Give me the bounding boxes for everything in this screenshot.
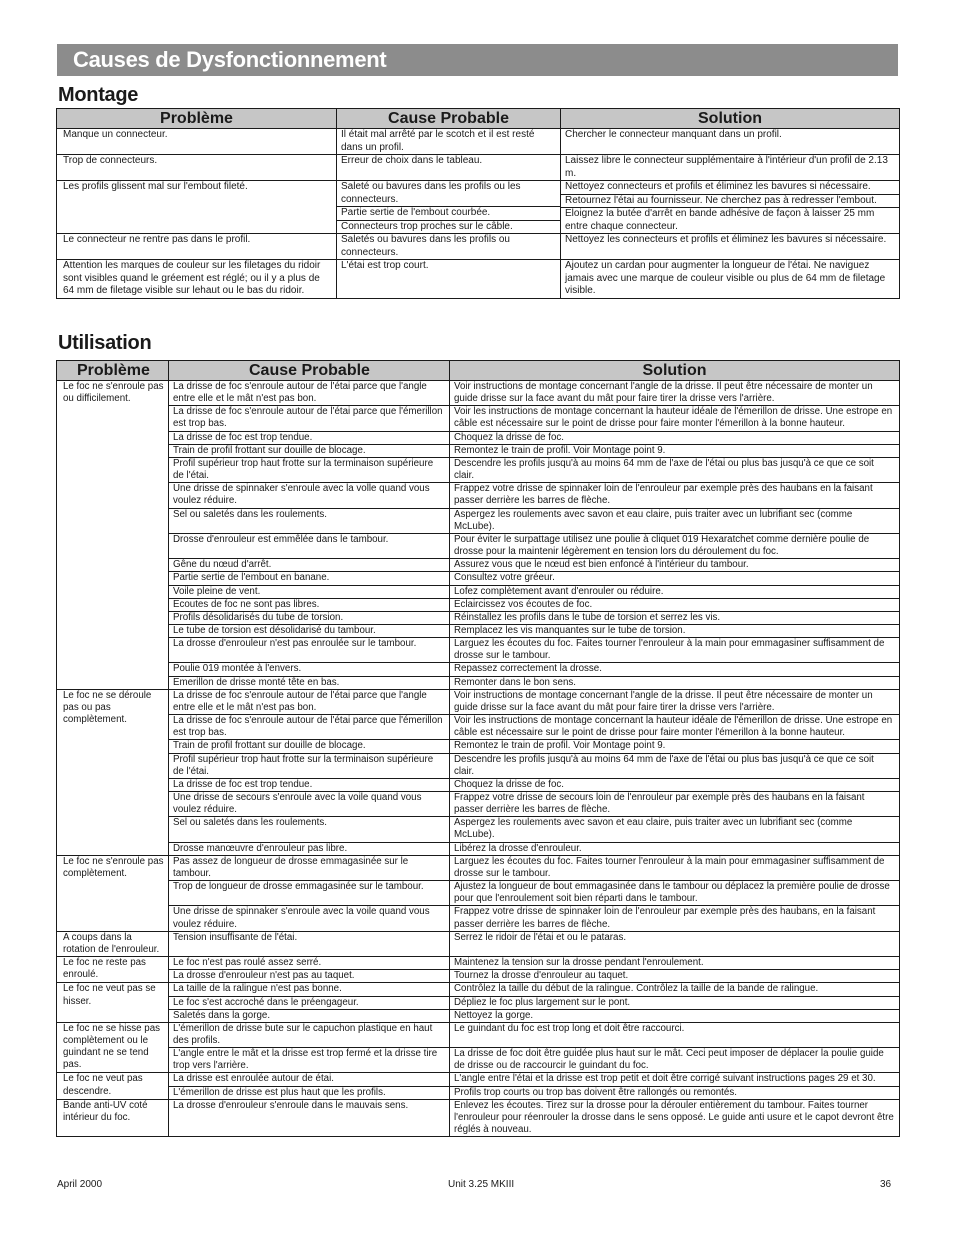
utilisation-row xyxy=(57,598,900,611)
utilisation-solution: Enlevez les écoutes. Tirez sur la drosse pour la dérouler entièrement du tambour. Faites tourner l'enrouleur pour réenrouler la drosse dans le sens opposé. Le guide anti usure et le capot devront être réglés à nouveau. xyxy=(450,1099,900,1136)
utilisation-cause: Profils désolidarisés du tube de torsion. xyxy=(169,611,450,624)
utilisation-cause: La drisse de foc est trop tendue. xyxy=(169,431,450,444)
montage-solutions xyxy=(561,234,900,260)
utilisation-cause: Sel ou saletés dans les roulements. xyxy=(169,508,450,533)
montage-solution: Nettoyez connecteurs et profils et éliminez les bavures si nécessaire. xyxy=(565,181,871,192)
utilisation-row xyxy=(57,533,900,558)
utilisation-row xyxy=(57,406,900,431)
utilisation-cause: Partie sertie de l'embout en banane. xyxy=(169,572,450,585)
page-title: Causes de Dysfonctionnement xyxy=(73,47,387,72)
utilisation-row xyxy=(57,508,900,533)
utilisation-row xyxy=(57,559,900,572)
utilisation-cause: La drosse d'enrouleur s'enroule dans le mauvais sens. xyxy=(169,1099,450,1136)
utilisation-solution: Voir instructions de montage concernant l'angle de la drisse. Il peut être nécessaire de monter un guide drisse sur la face avant du mât pour faire tirer la drisse vers l'arrière. xyxy=(450,381,900,406)
montage-solutions xyxy=(561,181,900,234)
montage-row xyxy=(57,234,900,260)
utilisation-solution: Remontez le train de profil. Voir Montage point 9. xyxy=(450,740,900,753)
utilisation-row xyxy=(57,970,900,983)
utilisation-cause: Gêne du nœud d'arrêt. xyxy=(169,559,450,572)
utilisation-cause: Trop de longueur de drosse emmagasinée sur le tambour. xyxy=(169,881,450,906)
montage-causes xyxy=(337,234,561,260)
montage-causes xyxy=(337,181,561,234)
utilisation-header-cause: Cause Probable xyxy=(169,361,450,381)
utilisation-row xyxy=(57,881,900,906)
utilisation-cause: Train de profil frottant sur douille de blocage. xyxy=(169,740,450,753)
utilisation-solution: Frappez votre drisse de spinnaker loin de l'enrouleur par exemple près des haubans en la faisant passer derrière les barres de flèche. xyxy=(450,483,900,508)
utilisation-cause: Saletés dans la gorge. xyxy=(169,1009,450,1022)
utilisation-cause: Train de profil frottant sur douille de blocage. xyxy=(169,444,450,457)
utilisation-solution: La drisse de foc doit être guidée plus haut sur le mât. Ceci peut imposer de déplacer la poulie guide de drisse ou de raccourcir le guindant du foc. xyxy=(450,1048,900,1073)
utilisation-solution: Maintenez la tension sur la drosse pendant l'enroulement. xyxy=(450,957,900,970)
montage-solution: Eloignez la butée d'arrêt en bande adhésive de façon à laisser 25 mm entre chaque connecteur. xyxy=(561,207,899,233)
utilisation-row xyxy=(57,1073,900,1086)
utilisation-solution: Nettoyez la gorge. xyxy=(450,1009,900,1022)
utilisation-cause: L'émerillon de drisse bute sur le capuchon plastique en haut des profils. xyxy=(169,1022,450,1047)
utilisation-row xyxy=(57,778,900,791)
utilisation-solution: Voir les instructions de montage concernant la hauteur idéale de l'émerillon de drisse. Une estrope en câble est nécessaire sur le point de drisse pour faire monter l'émerillon à la bonne hauteur. xyxy=(450,406,900,431)
utilisation-row xyxy=(57,855,900,880)
utilisation-solution: Ajustez la longueur de bout emmagasinée dans le tambour ou déplacez la première poulie de drosse pour que l'enroulement soit bien réparti dans le tambour. xyxy=(450,881,900,906)
utilisation-solution: Voir les instructions de montage concernant la hauteur idéale de l'émerillon de drisse. Une estrope en câble est nécessaire sur le point de drisse pour faire monter l'émerillon à la bonne hauteur. xyxy=(450,715,900,740)
utilisation-row xyxy=(57,1009,900,1022)
utilisation-title: Utilisation xyxy=(58,332,152,354)
montage-solution: Chercher le connecteur manquant dans un profil. xyxy=(565,129,782,140)
utilisation-cause: La drisse de foc s'enroule autour de l'étai parce que l'angle entre elle et le mât n'est pas bon. xyxy=(169,381,450,406)
utilisation-solution: Serrez le ridoir de l'étai et ou le pataras. xyxy=(450,931,900,956)
utilisation-solution: Aspergez les roulements avec savon et eau claire, puis traiter avec un lubrifiant sec (comme McLube). xyxy=(450,817,900,842)
utilisation-solution: Remplacez les vis manquantes sur le tube de torsion. xyxy=(450,624,900,637)
utilisation-solution: Descendre les profils jusqu'à au moins 64 mm de l'axe de l'étai ou plus bas jusqu'à ce que ce soit clair. xyxy=(450,753,900,778)
montage-row xyxy=(57,129,900,155)
utilisation-cause: Pas assez de longueur de drosse emmagasinée sur le tambour. xyxy=(169,855,450,880)
utilisation-cause: Sel ou saletés dans les roulements. xyxy=(169,817,450,842)
utilisation-solution: Frappez votre drisse de spinnaker loin de l'enrouleur par exemple près des haubans, en la faisant passer derrière les barres de flèche. xyxy=(450,906,900,931)
utilisation-solution: Dépliez le foc plus largement sur le pont. xyxy=(450,996,900,1009)
montage-table xyxy=(56,108,900,299)
montage-cause: Saletés ou bavures dans les profils ou connecteurs. xyxy=(341,234,510,258)
utilisation-cause: Le tube de torsion est désolidarisé du tambour. xyxy=(169,624,450,637)
montage-causes xyxy=(337,129,561,155)
utilisation-row xyxy=(57,842,900,855)
montage-cause: Erreur de choix dans le tableau. xyxy=(341,155,483,166)
utilisation-row xyxy=(57,1048,900,1073)
utilisation-row xyxy=(57,676,900,689)
utilisation-row xyxy=(57,715,900,740)
utilisation-cause: La drisse de foc s'enroule autour de l'étai parce que l'émerillon est trop bas. xyxy=(169,406,450,431)
utilisation-row xyxy=(57,431,900,444)
utilisation-row xyxy=(57,1099,900,1136)
montage-cause: Connecteurs trop proches sur le câble. xyxy=(337,220,560,234)
montage-row xyxy=(57,181,900,234)
utilisation-solution: Larguez les écoutes du foc. Faites tourner l'enrouleur à la main pour emmagasiner suffisamment de drosse sur le tambour. xyxy=(450,855,900,880)
utilisation-row xyxy=(57,996,900,1009)
utilisation-problem: Le foc ne reste pas enroulé. xyxy=(57,957,169,983)
utilisation-solution: Frappez votre drisse de secours loin de l'enrouleur par exemple près des haubans en la faisant passer derrière les barres de flèche. xyxy=(450,792,900,817)
utilisation-cause: La drosse d'enrouleur n'est pas au taquet. xyxy=(169,970,450,983)
utilisation-solution: Choquez la drisse de foc. xyxy=(450,778,900,791)
montage-solution: Laissez libre le connecteur supplémentaire à l'intérieur d'un profil de 2.13 m. xyxy=(565,155,888,179)
utilisation-solution: Libérez la drosse d'enrouleur. xyxy=(450,842,900,855)
utilisation-solution: Réinstallez les profils dans le tube de torsion et serrez les vis. xyxy=(450,611,900,624)
utilisation-solution: Pour éviter le surpattage utilisez une poulie à cliquet 019 Hexaratchet comme dernière poulie de drosse pour la maintenir légèrement en tension lors du déroulement du foc. xyxy=(450,533,900,558)
montage-solutions xyxy=(561,260,900,299)
utilisation-problem: Le foc ne s'enroule pas complètement. xyxy=(57,855,169,931)
montage-cause: L'étai est trop court. xyxy=(341,260,429,271)
montage-header-probleme: Problème xyxy=(57,109,337,129)
montage-row xyxy=(57,260,900,299)
utilisation-cause: Voile pleine de vent. xyxy=(169,585,450,598)
utilisation-row xyxy=(57,585,900,598)
utilisation-cause: Une drisse de secours s'enroule avec la voile quand vous voulez réduire. xyxy=(169,792,450,817)
utilisation-row xyxy=(57,689,900,714)
utilisation-row xyxy=(57,983,900,996)
utilisation-row xyxy=(57,483,900,508)
utilisation-solution: Remonter dans le bon sens. xyxy=(450,676,900,689)
utilisation-cause: Poulie 019 montée à l'envers. xyxy=(169,663,450,676)
utilisation-cause: Drosse d'enrouleur est emmêlée dans le tambour. xyxy=(169,533,450,558)
utilisation-solution: Aspergez les roulements avec savon et eau claire, puis traiter avec un lubrifiant sec (comme McLube). xyxy=(450,508,900,533)
utilisation-problem: Le foc ne se hisse pas complètement ou le guindant ne se tend pas. xyxy=(57,1022,169,1073)
utilisation-cause: Le foc s'est accroché dans le préengageur. xyxy=(169,996,450,1009)
utilisation-row xyxy=(57,663,900,676)
utilisation-row xyxy=(57,444,900,457)
montage-header-solution: Solution xyxy=(561,109,900,129)
utilisation-problem: Le foc ne veut pas se hisser. xyxy=(57,983,169,1022)
utilisation-row xyxy=(57,817,900,842)
utilisation-row xyxy=(57,957,900,970)
montage-solutions xyxy=(561,129,900,155)
utilisation-solution: Descendre les profils jusqu'à au moins 64 mm de l'axe de l'étai ou plus bas jusqu'à ce que ce soit clair. xyxy=(450,457,900,482)
footer-page-number: 36 xyxy=(880,1179,892,1190)
utilisation-row xyxy=(57,792,900,817)
utilisation-cause: L'angle entre le mât et la drisse est trop fermé et la drisse tire trop vers l'arrière. xyxy=(169,1048,450,1073)
utilisation-solution: Larguez les écoutes du foc. Faites tourner l'enrouleur à la main pour emmagasiner suffisamment de drosse sur le tambour. xyxy=(450,638,900,663)
utilisation-solution: Consultez votre gréeur. xyxy=(450,572,900,585)
footer-unit: Unit 3.25 MKIII xyxy=(448,1179,515,1190)
montage-problem: Trop de connecteurs. xyxy=(57,155,337,181)
utilisation-row xyxy=(57,572,900,585)
montage-causes xyxy=(337,260,561,299)
montage-cause: Saleté ou bavures dans les profils ou les connecteurs. xyxy=(341,181,521,205)
utilisation-row xyxy=(57,1022,900,1047)
utilisation-row xyxy=(57,753,900,778)
montage-problem: Le connecteur ne rentre pas dans le profil. xyxy=(57,234,337,260)
utilisation-solution: Repassez correctement la drosse. xyxy=(450,663,900,676)
footer-date: April 2000 xyxy=(57,1179,103,1190)
utilisation-cause: La drisse de foc est trop tendue. xyxy=(169,778,450,791)
utilisation-solution: Choquez la drisse de foc. xyxy=(450,431,900,444)
utilisation-row xyxy=(57,611,900,624)
utilisation-solution: Tournez la drosse d'enrouleur au taquet. xyxy=(450,970,900,983)
utilisation-cause: Profil supérieur trop haut frotte sur la terminaison supérieure de l'étai. xyxy=(169,457,450,482)
utilisation-problem: Le foc ne se déroule pas ou pas complètement. xyxy=(57,689,169,855)
montage-problem: Manque un connecteur. xyxy=(57,129,337,155)
utilisation-problem: Bande anti-UV coté intérieur du foc. xyxy=(57,1099,169,1136)
utilisation-cause: La drisse est enroulée autour de étai. xyxy=(169,1073,450,1086)
montage-row xyxy=(57,155,900,181)
utilisation-row xyxy=(57,740,900,753)
montage-solution: Retournez l'étai au fournisseur. Ne cherchez pas à redresser l'embout. xyxy=(561,194,899,208)
montage-causes xyxy=(337,155,561,181)
montage-solution: Nettoyez les connecteurs et profils et éliminez les bavures si nécessaire. xyxy=(565,234,887,245)
utilisation-row xyxy=(57,931,900,956)
utilisation-cause: L'émerillon de drisse est plus haut que les profils. xyxy=(169,1086,450,1099)
utilisation-row xyxy=(57,638,900,663)
utilisation-table xyxy=(56,360,900,1137)
utilisation-cause: Le foc n'est pas roulé assez serré. xyxy=(169,957,450,970)
utilisation-cause: Ecoutes de foc ne sont pas libres. xyxy=(169,598,450,611)
montage-cause: Partie sertie de l'embout courbée. xyxy=(337,206,560,220)
montage-solutions xyxy=(561,155,900,181)
utilisation-row xyxy=(57,906,900,931)
montage-cause: Il était mal arrêté par le scotch et il est resté dans un profil. xyxy=(341,129,535,153)
utilisation-cause: Profil supérieur trop haut frotte sur la terminaison supérieure de l'étai. xyxy=(169,753,450,778)
utilisation-cause: La drisse de foc s'enroule autour de l'étai parce que l'émerillon est trop bas. xyxy=(169,715,450,740)
utilisation-solution: Remontez le train de profil. Voir Montage point 9. xyxy=(450,444,900,457)
utilisation-cause: Tension insuffisante de l'étai. xyxy=(169,931,450,956)
utilisation-cause: La taille de la ralingue n'est pas bonne. xyxy=(169,983,450,996)
utilisation-solution: Profils trop courts ou trop bas doivent être rallongés ou remontés. xyxy=(450,1086,900,1099)
utilisation-problem: Le foc ne s'enroule pas ou difficilement. xyxy=(57,381,169,690)
utilisation-problem: Le foc ne veut pas descendre. xyxy=(57,1073,169,1099)
montage-header-cause: Cause Probable xyxy=(337,109,561,129)
utilisation-cause: Drosse manœuvre d'enrouleur pas libre. xyxy=(169,842,450,855)
montage-solution: Ajoutez un cardan pour augmenter la longueur de l'étai. Ne naviguez jamais avec une marque de couleur visible ou plus de 64 mm de filetage visible. xyxy=(565,260,886,296)
utilisation-row xyxy=(57,624,900,637)
page-title-bar xyxy=(57,44,898,76)
utilisation-row xyxy=(57,457,900,482)
utilisation-header-probleme: Problème xyxy=(57,361,169,381)
utilisation-cause: Une drisse de spinnaker s'enroule avec la voile quand vous voulez réduire. xyxy=(169,906,450,931)
montage-title: Montage xyxy=(58,84,139,106)
utilisation-row xyxy=(57,1086,900,1099)
utilisation-cause: La drosse d'enrouleur n'est pas enroulée sur le tambour. xyxy=(169,638,450,663)
utilisation-solution: Lofez complètement avant d'enrouler ou réduire. xyxy=(450,585,900,598)
utilisation-solution: Assurez vous que le nœud est bien enfoncé à l'intérieur du tambour. xyxy=(450,559,900,572)
utilisation-solution: Contrôlez la taille du début de la ralingue. Contrôlez la taille de la bande de ralingue. xyxy=(450,983,900,996)
utilisation-cause: Emerillon de drisse monté tête en bas. xyxy=(169,676,450,689)
utilisation-cause: Une drisse de spinnaker s'enroule avec la volle quand vous voulez réduire. xyxy=(169,483,450,508)
utilisation-cause: La drisse de foc s'enroule autour de l'étai parce que l'angle entre elle et le mât n'est pas bon. xyxy=(169,689,450,714)
utilisation-solution: Voir instructions de montage concernant l'angle de la drisse. Il peut être nécessaire de monter un guide drisse sur la face avant du mât pour faire tirer la drisse vers l'arrière. xyxy=(450,689,900,714)
montage-problem: Les profils glissent mal sur l'embout fileté. xyxy=(57,181,337,234)
utilisation-solution: L'angle entre l'étai et la drisse est trop petit et doit être corrigé suivant instructions pages 29 et 30. xyxy=(450,1073,900,1086)
utilisation-row xyxy=(57,381,900,406)
montage-problem: Attention les marques de couleur sur les filetages du ridoir sont visibles quand le gréement est réglé; ou il y a plus de 64 mm de filetage visible sur lehaut ou le bas du ridoir. xyxy=(57,260,337,299)
utilisation-problem: A coups dans la rotation de l'enrouleur. xyxy=(57,931,169,956)
utilisation-solution: Le guindant du foc est trop long et doit être raccourci. xyxy=(450,1022,900,1047)
utilisation-header-solution: Solution xyxy=(450,361,900,381)
utilisation-solution: Eclaircissez vos écoutes de foc. xyxy=(450,598,900,611)
